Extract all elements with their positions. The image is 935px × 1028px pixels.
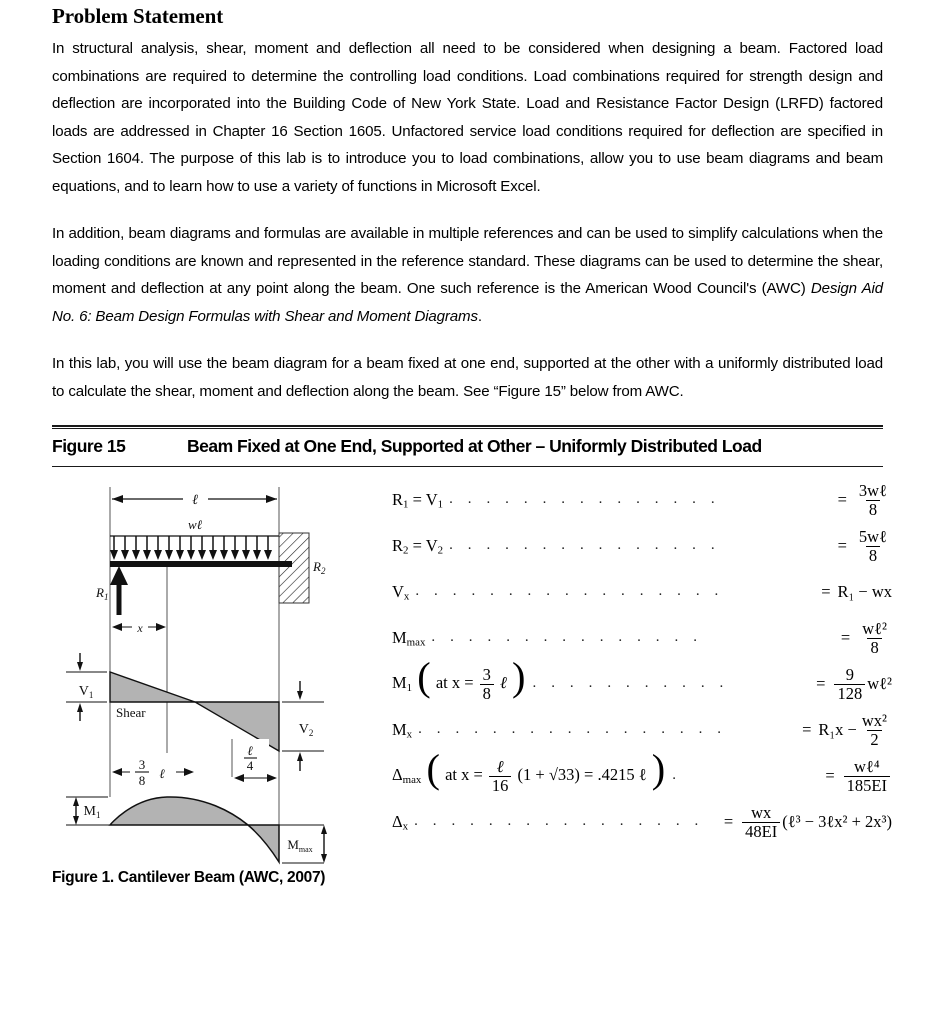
condition-pre: at x = bbox=[445, 764, 483, 784]
moment-max-label: $M_{max}$ bbox=[287, 837, 313, 854]
formula-list bbox=[392, 477, 892, 845]
paren-close: ) bbox=[651, 745, 666, 791]
formula-rhs-R2V2 bbox=[854, 528, 892, 565]
dot-leader: . . . . . . . . . . . . . . . . . bbox=[418, 721, 727, 737]
shear-left-label: $V_1$ bbox=[78, 684, 94, 700]
condition-pre: at x = bbox=[435, 672, 474, 692]
formula-rhs-Vx: R₁ − wx bbox=[837, 582, 892, 601]
span-label: ℓ bbox=[192, 493, 198, 508]
equals-sign: = bbox=[723, 812, 734, 831]
shear-area-positive bbox=[110, 672, 195, 702]
three-eighths-numerator: 3 bbox=[138, 757, 146, 772]
three-eighths-denominator: 8 bbox=[138, 773, 146, 788]
formula-row-Vx bbox=[392, 569, 892, 615]
rhs-lead: R₁x − bbox=[818, 720, 857, 739]
formula-lhs-Vx: $V_x$ bbox=[392, 581, 410, 603]
formula-lhs-Dx: $\Delta_x$ bbox=[392, 811, 409, 833]
formula-row-Dx bbox=[392, 799, 892, 845]
dot-leader: . bbox=[672, 767, 682, 783]
moment-area-negative bbox=[248, 825, 279, 862]
formula-row-M1 bbox=[392, 653, 892, 707]
figure-number: Figure 15 bbox=[52, 436, 126, 456]
quarter-numerator: ℓ bbox=[247, 743, 253, 758]
formula-row-Mx bbox=[392, 707, 892, 753]
dot-leader: . . . . . . . . . . . . . . . bbox=[449, 491, 721, 507]
formula-rhs-Dmax bbox=[842, 758, 892, 795]
figure-body bbox=[52, 467, 892, 867]
fraction-numerator: 3 bbox=[482, 664, 491, 684]
formula-lhs-R2V2: $R_2 = V_2$ bbox=[392, 535, 444, 557]
span-arrow-right bbox=[266, 495, 277, 503]
fraction-denominator: 8 bbox=[867, 638, 881, 657]
equals-sign: = bbox=[837, 536, 847, 555]
moment-area-positive bbox=[110, 797, 248, 825]
rhs-tail: (ℓ³ − 3ℓx² + 2x³) bbox=[782, 812, 892, 831]
formula-row-Dmax bbox=[392, 745, 892, 799]
fraction bbox=[844, 758, 890, 795]
formula-lhs-M1: $M_1$ ( at x = $\frac{3}{8}$ ℓ ) bbox=[392, 653, 526, 703]
three-eighths-arrow-left bbox=[112, 768, 122, 776]
moment-left-label: $M_1$ bbox=[83, 804, 101, 820]
fraction-numerator: wx² bbox=[861, 710, 887, 730]
three-eighths-label-bg bbox=[130, 753, 176, 785]
formula-rhs-Mmax bbox=[857, 620, 892, 657]
fraction bbox=[834, 666, 865, 703]
equals-sign: = bbox=[840, 628, 851, 647]
load-label: wℓ bbox=[187, 517, 203, 532]
fraction-denominator: 185EI bbox=[844, 776, 890, 795]
shear-diagram-label: Shear bbox=[116, 705, 146, 720]
equals-sign: = bbox=[816, 674, 826, 693]
paragraph-2-lead: In addition, beam diagrams and formulas are available in multiple references and can be used to simplify calculations when the loading conditions are known and represented in the reference standard. These diagrams can be used to determine the shear, moment and deflection at any point along the beam. One such reference is the American Wood Council's (AWC) bbox=[52, 225, 883, 297]
reaction-right-label: $R_2$ bbox=[313, 559, 326, 576]
fraction-denominator: 48EI bbox=[742, 822, 780, 841]
fraction-numerator: 5wℓ bbox=[858, 526, 887, 546]
page-title: Problem Statement bbox=[52, 4, 224, 28]
beam bbox=[110, 561, 292, 567]
fraction-numerator: 9 bbox=[845, 664, 854, 684]
dot-leader: . . . . . . . . . . . . . . . bbox=[431, 629, 703, 645]
equals-sign: = bbox=[825, 766, 835, 785]
condition-post: ℓ bbox=[500, 672, 507, 692]
fraction bbox=[856, 482, 890, 519]
fixed-support-wall bbox=[279, 533, 309, 603]
paren-open: ( bbox=[417, 653, 431, 699]
formula-row-R2V2 bbox=[392, 523, 892, 569]
three-eighths-unit: ℓ bbox=[159, 766, 165, 781]
paren-open: ( bbox=[426, 745, 440, 791]
equals-sign: = bbox=[802, 720, 812, 739]
distributed-load-arrows bbox=[110, 536, 272, 560]
fraction-denominator: 8 bbox=[866, 546, 880, 565]
x-label: x bbox=[137, 621, 143, 635]
quarter-denominator: 4 bbox=[246, 758, 254, 773]
span-arrow-left bbox=[112, 495, 123, 503]
paragraph-1: In structural analysis, shear, moment and deflection all need to be considered when designing a beam. Factored load combinations are required to determine the controlling load conditions. Load combinations required for strength design and deflection are incorporated into the Building Code of New York State. Load and Resistance Factor Design (LRFD) factored loads are addressed in Chapter 16 Section 1605. Unfactored service load conditions required for deflection are specified in Section 1604. The purpose of this lab is to introduce you to load combinations, allow you to use beam diagrams and beam equations, and to learn how to use a variety of functions in Microsoft Excel. bbox=[52, 40, 883, 195]
paragraph-2-tail: . bbox=[477, 307, 482, 325]
figure-top-rule bbox=[52, 425, 883, 429]
figure-title: Beam Fixed at One End, Supported at Other – Uniformly Distributed Load bbox=[187, 436, 762, 456]
fraction-numerator: wℓ² bbox=[862, 618, 887, 638]
paragraph-2 bbox=[52, 220, 883, 330]
x-arrow-left bbox=[112, 623, 122, 631]
fraction bbox=[742, 804, 780, 841]
condition-fraction bbox=[489, 758, 512, 795]
formula-lhs-R1V1: $R_1 = V_1$ bbox=[392, 489, 444, 511]
formula-lhs-Mmax: $M_{max}$ bbox=[392, 627, 426, 649]
paren-close: ) bbox=[512, 653, 526, 699]
fraction bbox=[859, 620, 890, 657]
dot-leader: . . . . . . . . . . . . . . . . . bbox=[415, 583, 724, 599]
condition-fraction bbox=[480, 666, 494, 703]
fraction-numerator: ℓ bbox=[496, 756, 504, 776]
beam-diagram bbox=[52, 467, 392, 867]
fraction-numerator: wℓ⁴ bbox=[854, 756, 880, 776]
fraction-denominator: 128 bbox=[834, 684, 865, 703]
shear-right-label: $V_2$ bbox=[298, 722, 314, 738]
formula-lhs-Dmax: $\Delta_{max}$ ( at x = $\frac{\text{ℓ}}{16}$ (1 + √33) = .4215 ℓ ) bbox=[392, 745, 666, 795]
equals-sign: = bbox=[821, 582, 831, 601]
figure-block bbox=[52, 425, 892, 887]
fraction-denominator: 8 bbox=[866, 500, 880, 519]
reaction-left-label: $R_1$ bbox=[96, 585, 109, 602]
quarter-arrow-right bbox=[267, 774, 277, 782]
three-eighths-arrow-right bbox=[184, 768, 194, 776]
dot-leader: . . . . . . . . . . . bbox=[532, 675, 729, 691]
paragraph-2-italic-title: Design Aid No. 6: Beam Design Formulas with Shear and Moment Diagrams bbox=[52, 280, 883, 325]
dot-leader: . . . . . . . . . . . . . . . . bbox=[414, 813, 704, 829]
formula-row-Mmax bbox=[392, 615, 892, 661]
fraction-denominator: 8 bbox=[480, 684, 494, 703]
quarter-arrow-left bbox=[234, 774, 244, 782]
rhs-tail: wℓ² bbox=[867, 674, 892, 693]
fraction bbox=[856, 528, 890, 565]
formula-row-R1V1 bbox=[392, 477, 892, 523]
formula-rhs-Mx bbox=[818, 712, 892, 749]
fraction-numerator: wx bbox=[751, 802, 772, 822]
formula-rhs-M1 bbox=[832, 666, 892, 703]
figure-header bbox=[52, 436, 883, 457]
document-page bbox=[0, 4, 935, 1028]
paragraph-3: In this lab, you will use the beam diagram for a beam fixed at one end, supported at the other with a uniformly distributed load to calculate the shear, moment and deflection along the beam. See “Figure 15” below from AWC. bbox=[52, 355, 883, 400]
figure-caption: Figure 1. Cantilever Beam (AWC, 2007) bbox=[52, 869, 326, 886]
formula-rhs-Dx bbox=[740, 804, 892, 841]
m1-arrows bbox=[73, 797, 79, 825]
equals-sign: = bbox=[837, 490, 847, 509]
x-arrow-right bbox=[156, 623, 166, 631]
mmax-arrows bbox=[321, 825, 327, 863]
formula-lhs-Mx: $M_x$ bbox=[392, 719, 413, 741]
formula-rhs-R1V1 bbox=[854, 482, 892, 519]
fraction-denominator: 16 bbox=[489, 776, 512, 795]
dot-leader: . . . . . . . . . . . . . . . bbox=[449, 537, 721, 553]
condition-post: (1 + √33) = .4215 ℓ bbox=[517, 764, 647, 784]
fraction-denominator: 2 bbox=[867, 730, 881, 749]
reaction-left-arrow bbox=[110, 566, 128, 615]
fraction bbox=[859, 712, 890, 749]
fraction-numerator: 3wℓ bbox=[858, 480, 887, 500]
